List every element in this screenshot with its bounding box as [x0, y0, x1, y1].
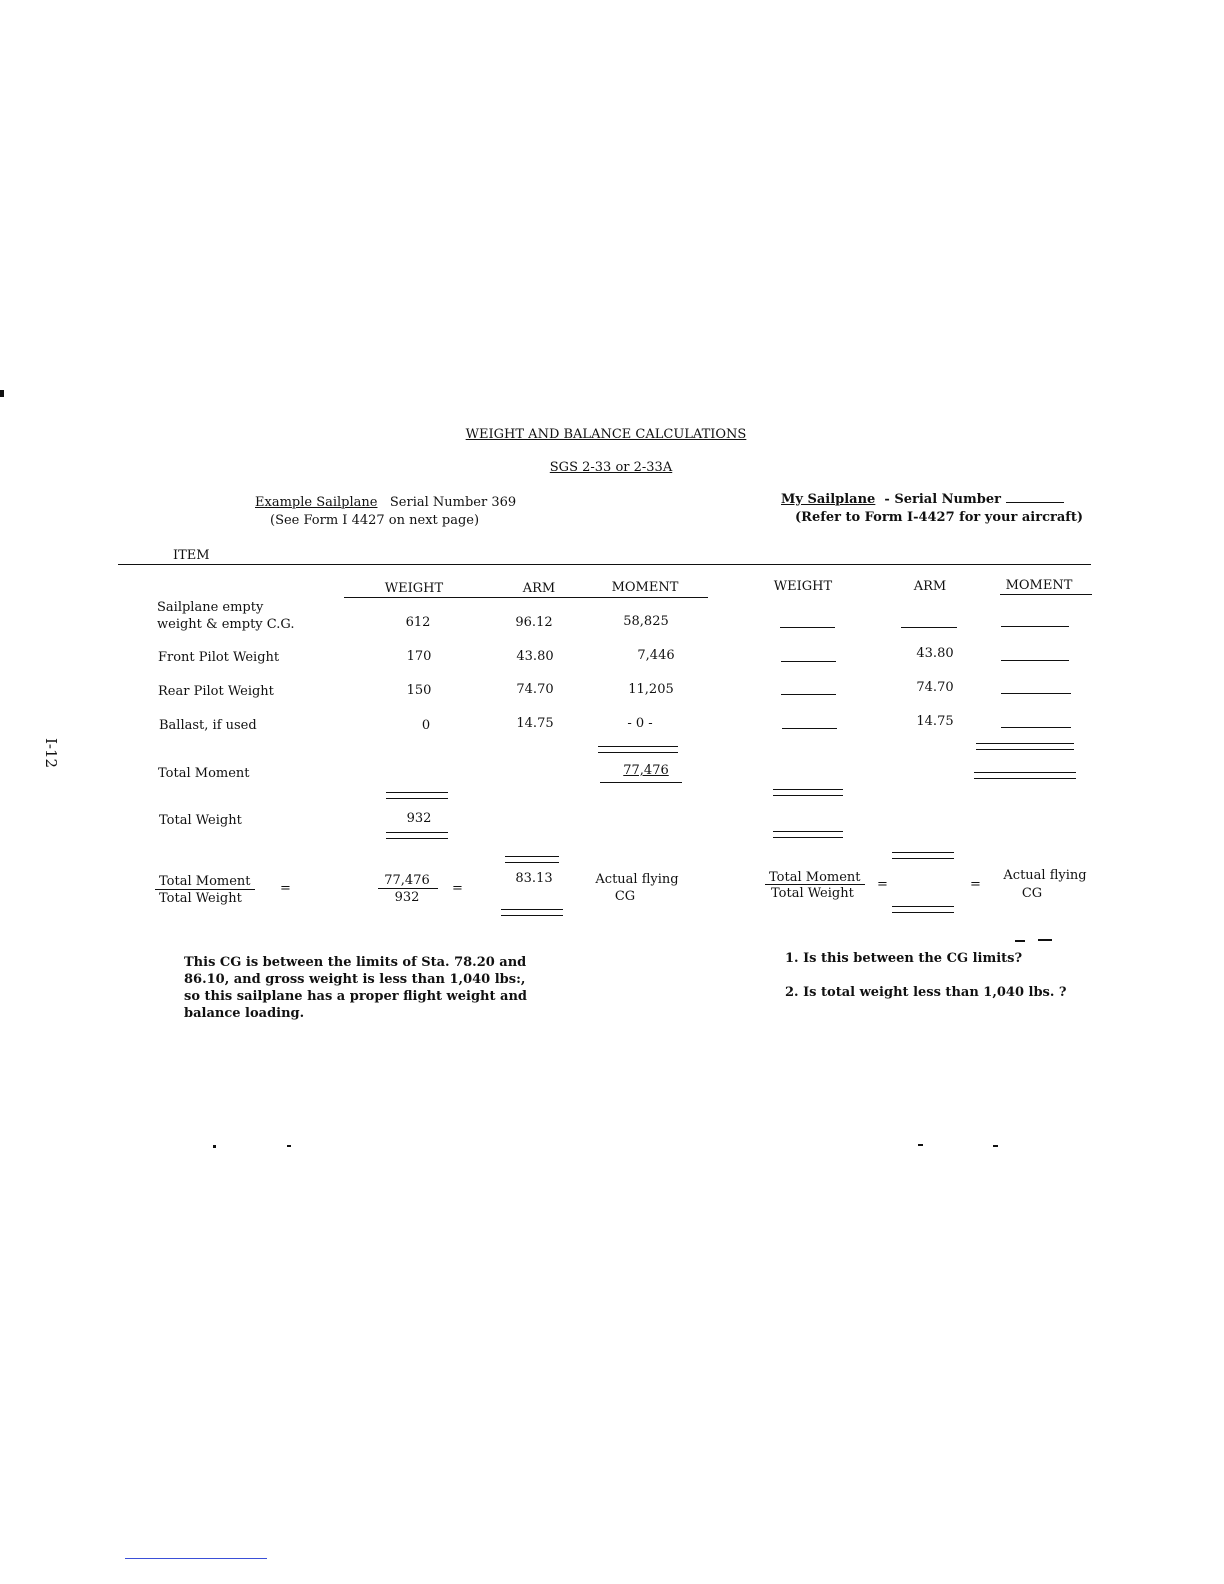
row-moment: 58,825: [623, 614, 669, 629]
my-total-moment-rule: [974, 772, 1076, 779]
my-weight-blank: [781, 661, 836, 662]
result-top-rule: [505, 856, 559, 863]
scan-speck: [993, 1145, 998, 1147]
total-moment-underline: [600, 782, 682, 783]
page-subtitle: SGS 2-33 or 2-33A: [549, 460, 673, 475]
fraction-bar: [155, 889, 255, 890]
col-my-moment: MOMENT: [1005, 578, 1073, 593]
col-example-moment: MOMENT: [611, 580, 679, 595]
row-weight: 0: [421, 718, 431, 733]
footer-rule: [125, 1558, 267, 1559]
my-arm-blank: [901, 627, 957, 628]
conclusion-line: so this sailplane has a proper flight weight and: [184, 989, 527, 1004]
my-label: My Sailplane: [781, 492, 876, 507]
my-row-arm: 74.70: [916, 680, 954, 695]
row-moment: 11,205: [628, 682, 674, 697]
weight-sum-rule: [386, 792, 448, 799]
my-total-weight-rule: [773, 831, 843, 838]
fraction-numerator-value: 77,476: [384, 873, 430, 888]
example-serial: Serial Number 369: [389, 495, 517, 510]
my-note: (Refer to Form I-4427 for your aircraft): [795, 510, 1084, 525]
total-weight-rule: [386, 832, 448, 839]
my-moment-blank: [1001, 660, 1069, 661]
col-my-arm: ARM: [913, 579, 947, 594]
row-arm: 43.80: [516, 649, 554, 664]
fraction-result: 83.13: [515, 871, 553, 886]
row-item-label: weight & empty C.G.: [157, 617, 295, 632]
item-header: ITEM: [173, 548, 210, 563]
my-result-bottom-rule: [892, 906, 954, 913]
total-moment-value: 77,476: [623, 763, 669, 778]
example-columns-rule: [344, 597, 708, 598]
fraction-denominator-value: 932: [394, 890, 420, 905]
my-weight-blank: [782, 728, 837, 729]
conclusion-line: balance loading.: [184, 1006, 305, 1021]
fraction-denominator-label: Total Weight: [159, 891, 242, 906]
example-header: [255, 495, 516, 511]
my-weight-blank: [780, 627, 835, 628]
my-header: [781, 492, 1064, 508]
row-item-label: Ballast, if used: [159, 718, 257, 733]
my-result-label-line1: Actual flying: [1003, 868, 1087, 883]
total-weight-value: 932: [406, 811, 432, 826]
my-fraction-numerator-label: Total Moment: [769, 870, 861, 885]
row-arm: 96.12: [515, 615, 553, 630]
conclusion-line: This CG is between the limits of Sta. 78.20 and: [184, 955, 527, 970]
total-weight-label: Total Weight: [159, 813, 242, 828]
row-arm: 74.70: [516, 682, 554, 697]
row-moment: - 0 -: [627, 716, 653, 731]
fraction-equals: =: [280, 881, 291, 896]
my-row-arm: 14.75: [916, 714, 954, 729]
my-moment-blank: [1001, 626, 1069, 627]
row-item-label: Front Pilot Weight: [158, 650, 280, 665]
my-moment-blank: [1001, 693, 1071, 694]
result-label-line2: CG: [614, 889, 636, 904]
row-weight: 170: [406, 649, 432, 664]
row-item-label: Rear Pilot Weight: [158, 684, 274, 699]
scan-speck: [1038, 939, 1052, 941]
question-2: 2. Is total weight less than 1,040 lbs. ?: [785, 985, 1067, 1000]
row-weight: 150: [406, 683, 432, 698]
my-serial: - Serial Number: [884, 492, 1001, 507]
fraction-numerator-label: Total Moment: [159, 874, 251, 889]
row-weight: 612: [405, 615, 431, 630]
page-number: I-12: [42, 738, 60, 769]
my-result-top-rule: [892, 852, 954, 859]
row-arm: 14.75: [516, 716, 554, 731]
scan-mark: [0, 390, 4, 397]
my-row-arm: 43.80: [916, 646, 954, 661]
my-result-label-line2: CG: [1021, 886, 1043, 901]
fraction-equals: =: [452, 881, 463, 896]
row-moment: 7,446: [637, 648, 675, 663]
my-result-equals: =: [970, 877, 981, 892]
item-rule: [118, 564, 1091, 565]
col-my-weight: WEIGHT: [773, 579, 833, 594]
my-fraction-equals: =: [877, 877, 888, 892]
page-title: WEIGHT AND BALANCE CALCULATIONS: [465, 427, 747, 442]
my-columns-rule: [1000, 594, 1092, 595]
my-fraction-bar: [765, 884, 865, 885]
result-label-line1: Actual flying: [595, 872, 679, 887]
my-weight-sum-rule: [773, 789, 843, 796]
conclusion-line: 86.10, and gross weight is less than 1,040 lbs:,: [184, 972, 526, 987]
fraction-value-bar: [378, 888, 438, 889]
example-note: (See Form I 4427 on next page): [270, 513, 480, 528]
question-1: 1. Is this between the CG limits?: [785, 951, 1023, 966]
my-weight-blank: [781, 694, 836, 695]
total-moment-label: Total Moment: [158, 766, 250, 781]
result-bottom-rule: [501, 909, 563, 916]
scan-speck: [918, 1144, 923, 1146]
scan-speck: [1015, 940, 1025, 942]
my-fraction-denominator-label: Total Weight: [771, 886, 854, 901]
moment-sum-rule: [598, 746, 678, 753]
example-label: Example Sailplane: [255, 495, 378, 510]
row-item-label: Sailplane empty: [157, 600, 264, 615]
col-example-arm: ARM: [522, 581, 556, 596]
my-moment-blank: [1001, 727, 1071, 728]
my-moment-sum-rule: [976, 743, 1074, 750]
col-example-weight: WEIGHT: [384, 581, 444, 596]
scan-speck: [287, 1145, 291, 1147]
scan-speck: [213, 1145, 216, 1148]
